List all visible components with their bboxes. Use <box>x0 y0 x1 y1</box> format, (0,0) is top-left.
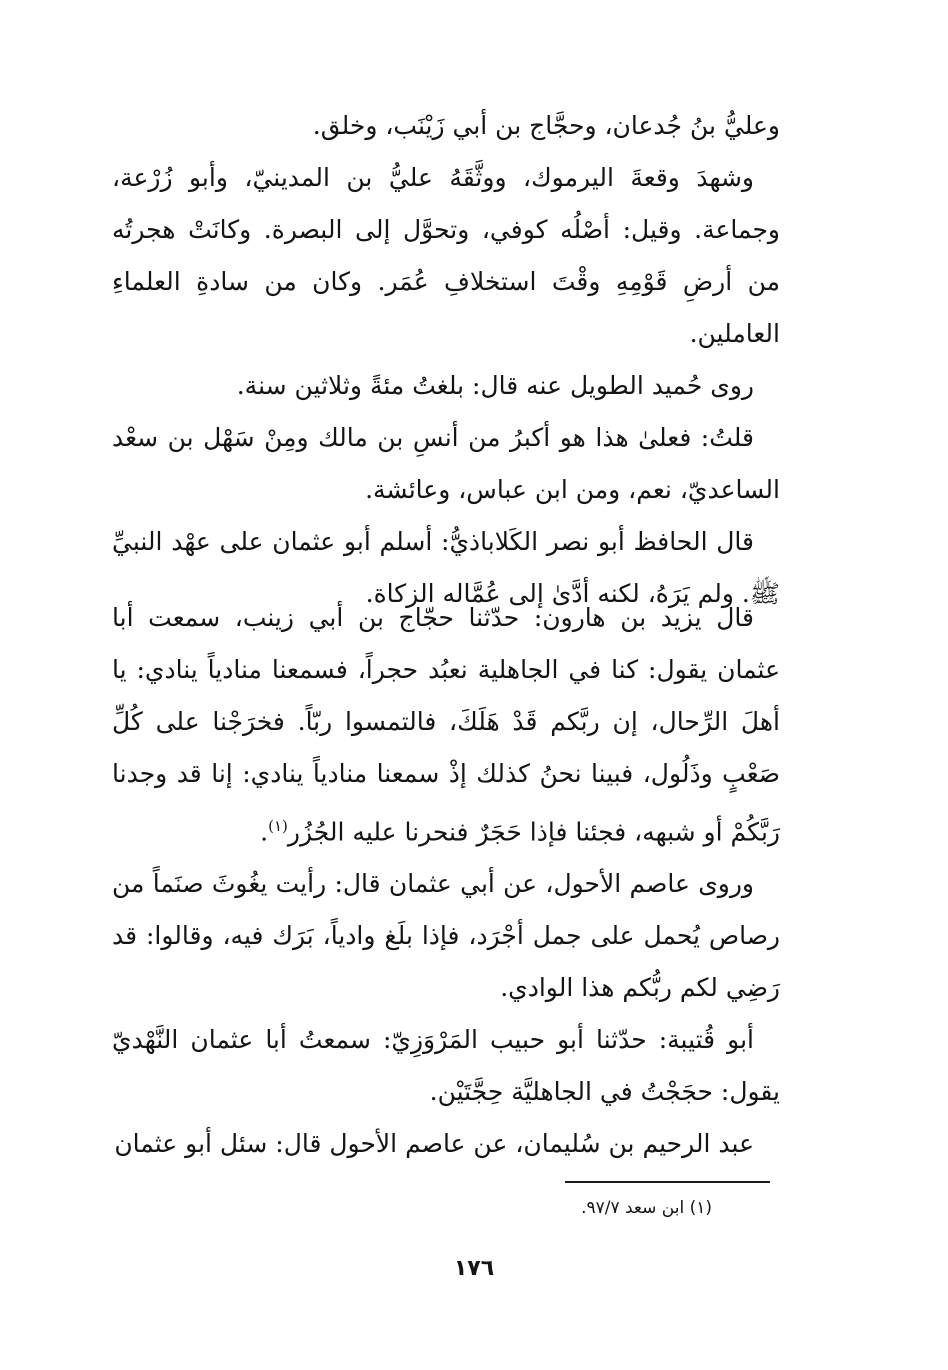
paragraph-3: روى حُميد الطويل عنه قال: بلغتُ مئةً وثلاثين سنة. <box>236 371 754 400</box>
paragraph-5: قال الحافظ أبو نصر الكَلاباذيُّ: أسلم أبو عثمان على عهْد النبيِّ ﷺ. ولم يَرَهُ، لكنه أدَّىٰ إلى عُمَّاله الزكاة. <box>112 527 780 608</box>
paragraph-7: وروى عاصم الأحول، عن أبي عثمان قال: رأيت يغُوثَ صنَماً من رصاص يُحمل على جمل أجْرَد، فإذا بلَغ وادياً، بَرَك فيه، وقالوا: قد رَضِي لكم ربُّكم هذا الوادي. <box>112 869 780 1003</box>
footnote-separator <box>565 1181 770 1183</box>
footnote-marker: (١) <box>268 817 288 835</box>
paragraph-9: عبد الرحيم بن سُليمان، عن عاصم الأحول قال: سئل أبو عثمان <box>114 1129 754 1159</box>
paragraph-1: وعليُّ بنُ جُدعان، وحجَّاج بن أبي زَيْنَب، وخلق. <box>312 111 780 140</box>
page-number: ١٧٦ <box>453 1256 495 1281</box>
footnote: (١) ابن سعد ٩٧/٧. <box>581 1198 712 1218</box>
paragraph-2: وشهدَ وقعةَ اليرموك، ووثَّقَهُ عليُّ بن المدينيّ، وأبو زُرْعة، وجماعة. وقيل: أصْلُه كوفي، وتحوَّل إلى البصرة. وكانَتْ هجرتُه من أرضِ قَوْمِهِ وقْتَ استخلافِ عُمَر. وكان من سادةِ العلماءِ العاملين. <box>112 163 780 348</box>
paragraph-6-end: . <box>260 817 269 847</box>
paragraph-4: قلتُ: فعلىٰ هذا هو أكبرُ من أنسِ بن مالك ومِنْ سَهْل بن سعْد الساعديّ، نعم، ومن ابن عباس، وعائشة. <box>112 423 780 504</box>
paragraph-6 <box>112 592 780 858</box>
paragraph-8: أبو قُتيبة: حدّثنا أبو حبيب المَرْوَزِيّ: سمعتُ أبا عثمان النَّهْديّ يقول: حجَجْتُ في الجاهليَّة حِجَّتَيْن. <box>112 1025 780 1107</box>
paragraph-6-text: قال يزيد بن هارون: حدّثنا حجّاج بن أبي زينب، سمعت أبا عثمان يقول: كنا في الجاهلية نعبُد حجراً، فسمعنا منادياً ينادي: يا أهلَ الرِّحال، إن ربَّكم قَدْ هَلَكَ، فالتمسوا ربّاً. فخرَجْنا على كُلِّ صَعْبٍ وذَلُول، فبينا نحنُ كذلك إذْ سمعنا منادياً ينادي: إنا قد وجدنا رَبَّكُمْ أو شبهه، فجئنا فإذا حَجَرٌ فنحرنا عليه الجُزُر <box>112 603 780 847</box>
body-text-top <box>112 100 780 620</box>
body-text-bottom <box>112 592 780 1170</box>
